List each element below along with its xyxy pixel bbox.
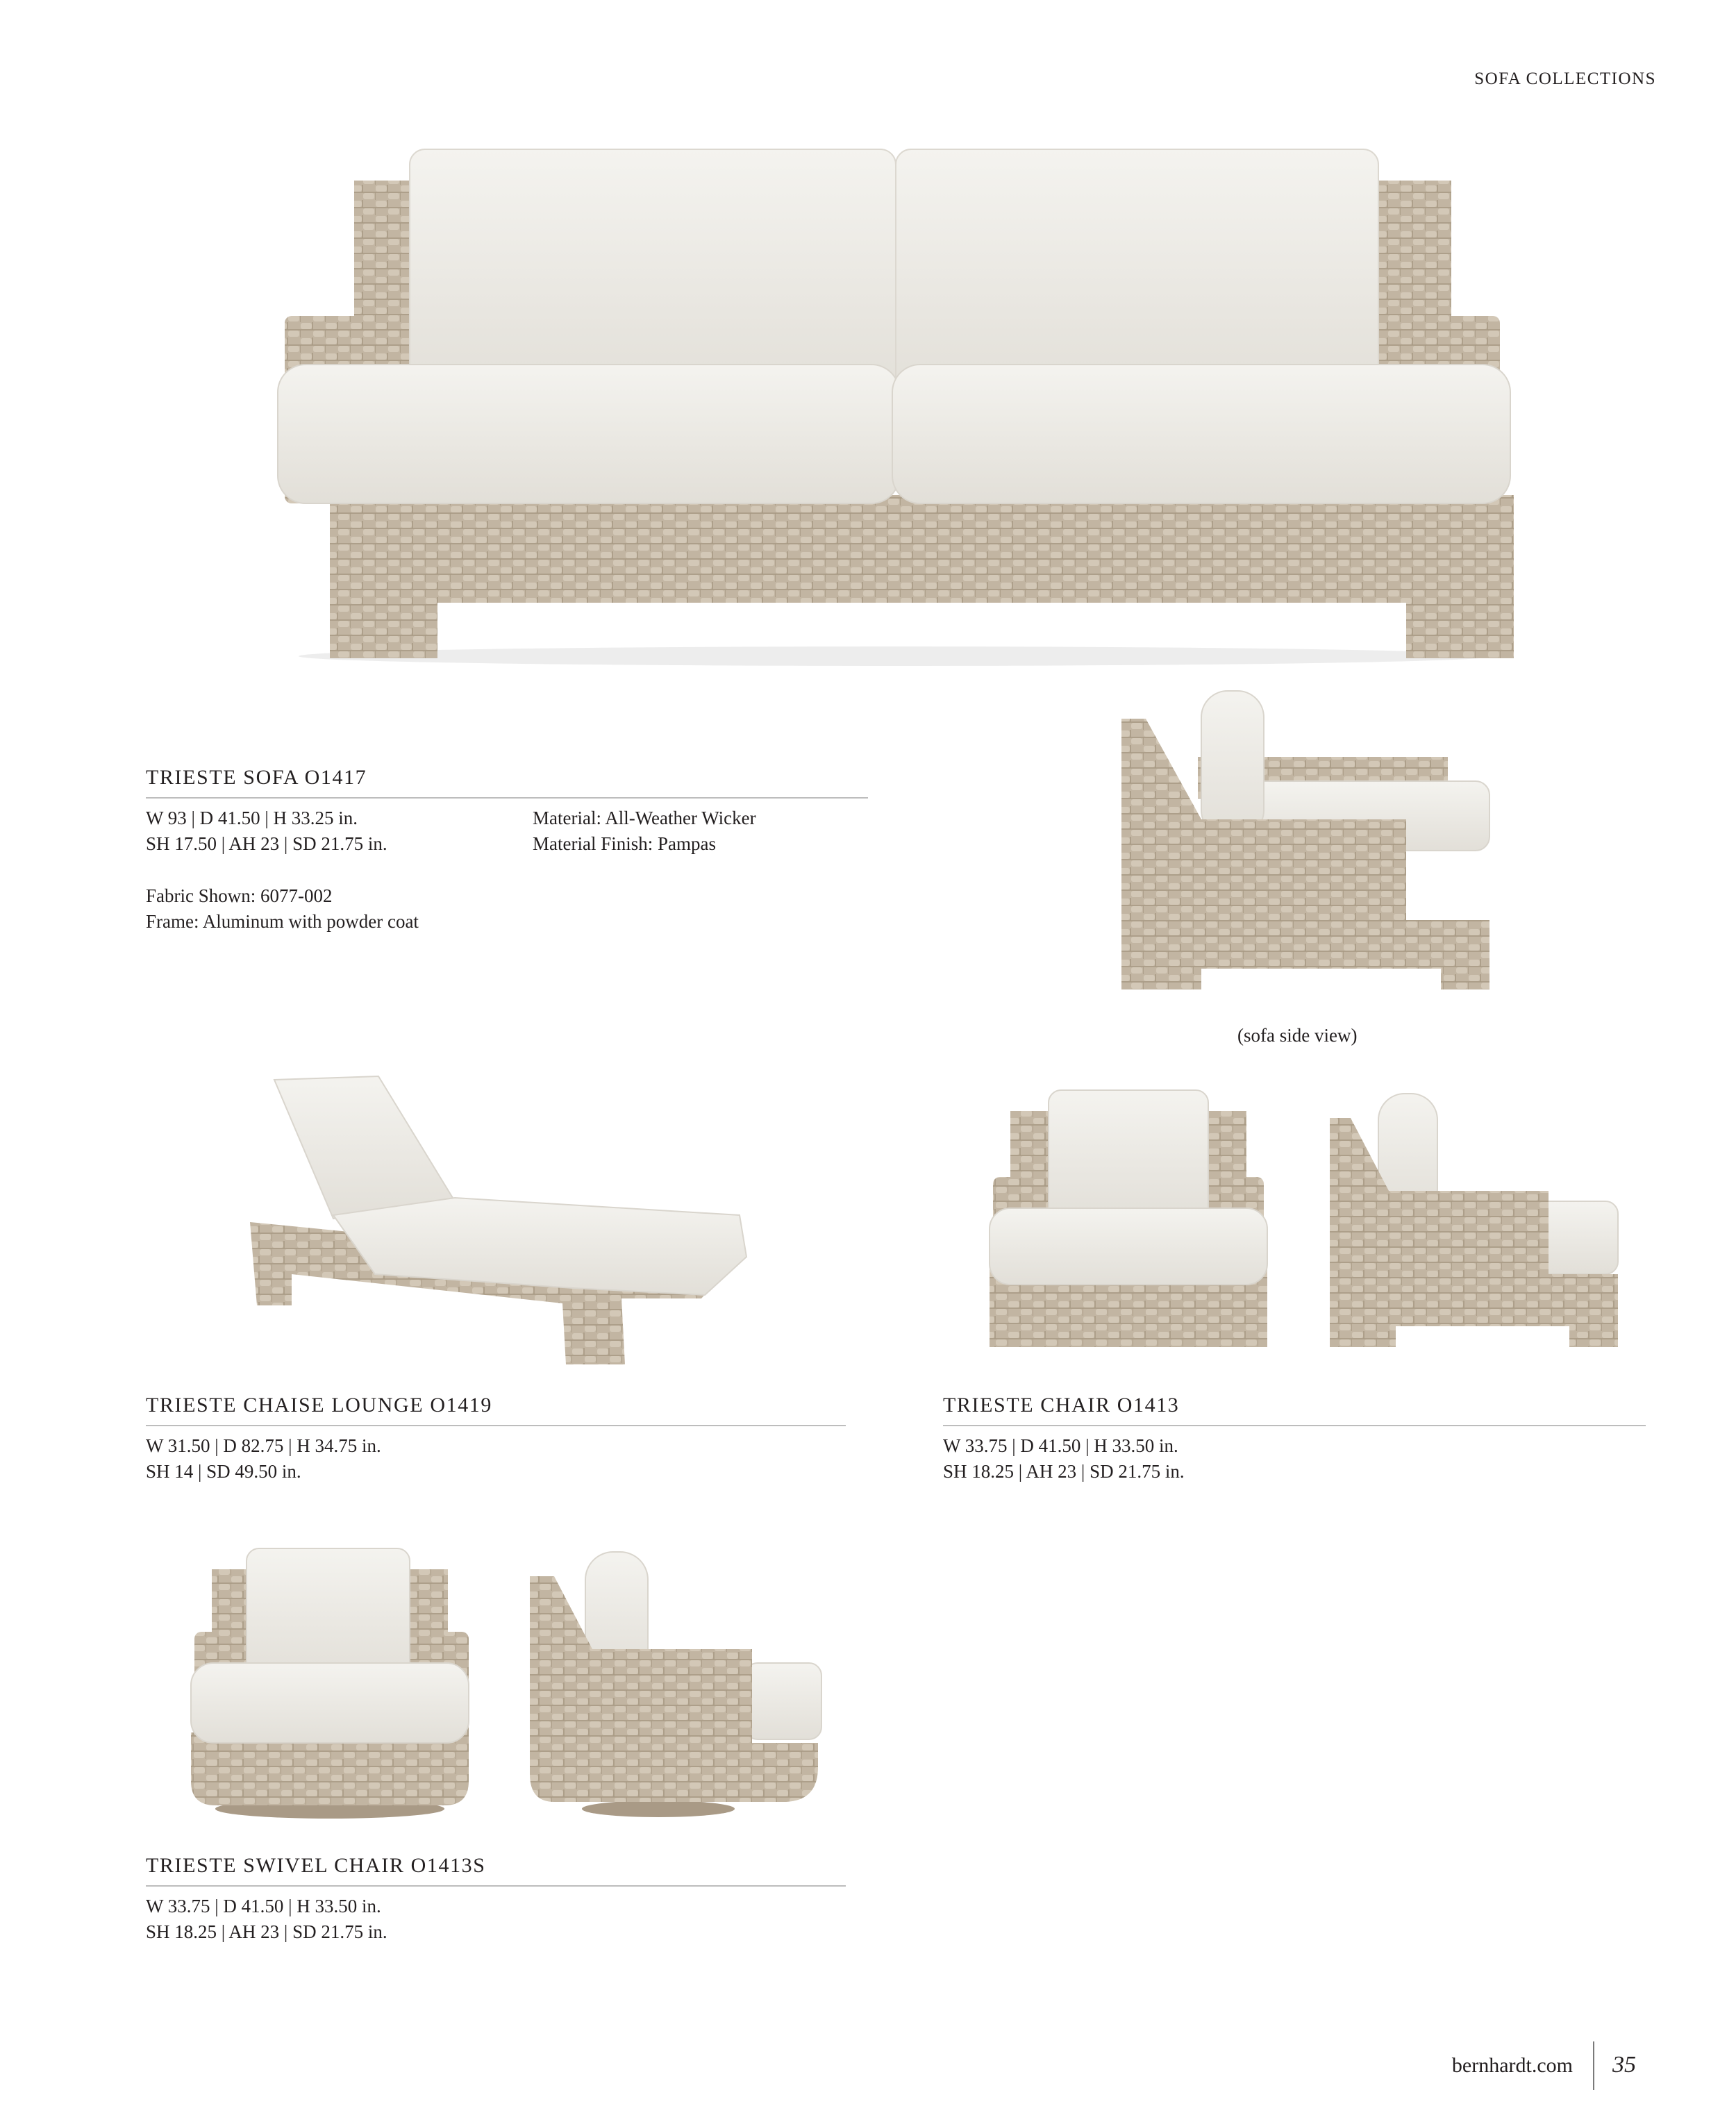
chaise-title-rule xyxy=(146,1425,846,1426)
chaise-dims-line2: SH 14 | SD 49.50 in. xyxy=(146,1461,301,1482)
swivel-dims-line1: W 33.75 | D 41.50 | H 33.50 in. xyxy=(146,1896,381,1916)
swivel-title: TRIESTE SWIVEL CHAIR O1413S xyxy=(146,1854,486,1877)
sofa-title-rule xyxy=(146,797,868,799)
chaise-title: TRIESTE CHAISE LOUNGE O1419 xyxy=(146,1394,493,1417)
swivel-dimensions xyxy=(146,1894,387,1945)
sofa-material-block xyxy=(533,805,756,857)
swivel-dims-line2: SH 18.25 | AH 23 | SD 21.75 in. xyxy=(146,1921,387,1942)
chair-title-rule xyxy=(943,1425,1646,1426)
footer-website[interactable]: bernhardt.com xyxy=(1451,2054,1573,2077)
sofa-dims-line1: W 93 | D 41.50 | H 33.25 in. xyxy=(146,808,358,828)
page-number: 35 xyxy=(1612,2052,1636,2078)
sofa-material: Material: All-Weather Wicker xyxy=(533,808,756,828)
chair-dims-line1: W 33.75 | D 41.50 | H 33.50 in. xyxy=(943,1435,1178,1456)
sofa-frame: Frame: Aluminum with powder coat xyxy=(146,911,419,932)
sofa-front-image xyxy=(250,139,1542,667)
sofa-construction-block xyxy=(146,883,419,935)
chaise-image xyxy=(247,1073,746,1371)
swivel-front-image xyxy=(181,1545,479,1823)
sofa-dims-line2: SH 17.50 | AH 23 | SD 21.75 in. xyxy=(146,833,387,854)
chair-dims-line2: SH 18.25 | AH 23 | SD 21.75 in. xyxy=(943,1461,1185,1482)
sofa-side-caption: (sofa side view) xyxy=(1237,1025,1358,1046)
section-header: SOFA COLLECTIONS xyxy=(1474,69,1656,88)
chaise-dimensions xyxy=(146,1433,381,1485)
chaise-dims-line1: W 31.50 | D 82.75 | H 34.75 in. xyxy=(146,1435,381,1456)
footer-divider xyxy=(1593,2041,1594,2090)
chair-title: TRIESTE CHAIR O1413 xyxy=(943,1394,1180,1417)
chair-side-image xyxy=(1326,1087,1625,1354)
chair-front-image xyxy=(983,1087,1274,1354)
sofa-dimensions xyxy=(146,805,387,857)
sofa-finish: Material Finish: Pampas xyxy=(533,833,716,854)
sofa-title: TRIESTE SOFA O1417 xyxy=(146,766,367,789)
swivel-side-image xyxy=(526,1545,825,1823)
sofa-side-image xyxy=(1118,684,1493,1017)
chair-dimensions xyxy=(943,1433,1185,1485)
sofa-fabric: Fabric Shown: 6077-002 xyxy=(146,885,333,906)
swivel-title-rule xyxy=(146,1885,846,1887)
